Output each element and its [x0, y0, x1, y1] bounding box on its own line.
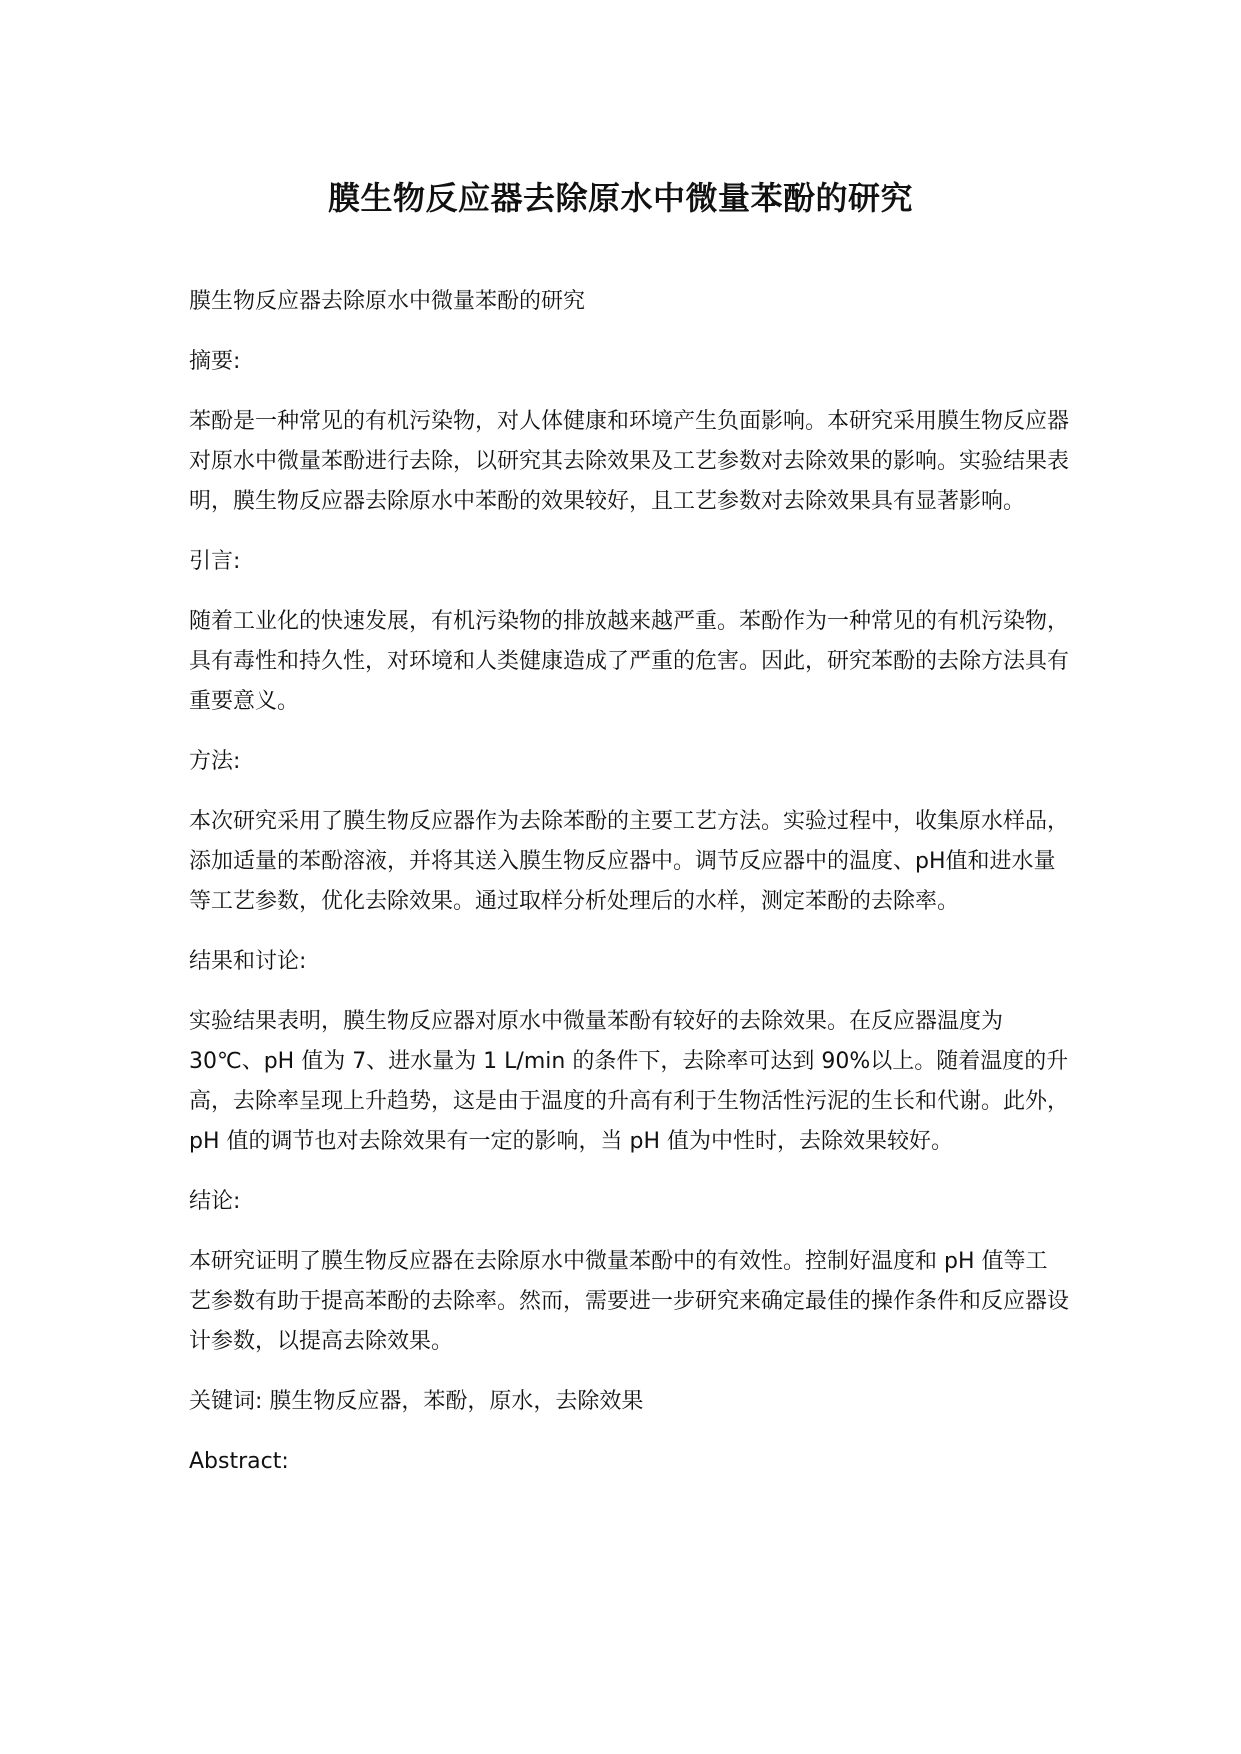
results-paragraph: 实验结果表明，膜生物反应器对原水中微量苯酚有较好的去除效果。在反应器温度为30℃、pH 值为 7、进水量为 1 L/min 的条件下，去除率可达到 90%以上。随着温度的升高，去除率呈现上升趋势，这是由于温度的升高有利于生物活性污泥的生长和代谢。此外，pH 值的调节也对去除效果有一定的影响，当 pH 值为中性时，去除效果较好。 [189, 1009, 1070, 1154]
abstract-paragraph: 苯酚是一种常见的有机污染物，对人体健康和环境产生负面影响。本研究采用膜生物反应器对原水中微量苯酚进行去除，以研究其去除效果及工艺参数对去除效果的影响。实验结果表明，膜生物反应器去除原水中苯酚的效果较好，且工艺参数对去除效果具有显著影响。 [189, 409, 1070, 514]
results-heading: 结果和讨论: [189, 949, 307, 974]
introduction-heading: 引言: [189, 549, 241, 574]
document-subtitle: 膜生物反应器去除原水中微量苯酚的研究 [189, 289, 586, 314]
introduction-paragraph: 随着工业化的快速发展，有机污染物的排放越来越严重。苯酚作为一种常见的有机污染物，具有毒性和持久性，对环境和人类健康造成了严重的危害。因此，研究苯酚的去除方法具有重要意义。 [189, 609, 1070, 714]
keywords-line: 关键词: 膜生物反应器，苯酚，原水，去除效果 [189, 1389, 644, 1414]
document-title: 膜生物反应器去除原水中微量苯酚的研究 [327, 179, 913, 217]
conclusion-paragraph: 本研究证明了膜生物反应器在去除原水中微量苯酚中的有效性。控制好温度和 pH 值等工艺参数有助于提高苯酚的去除率。然而，需要进一步研究来确定最佳的操作条件和反应器设计参数，以提高去除效果。 [189, 1249, 1070, 1354]
conclusion-heading: 结论: [189, 1189, 241, 1214]
method-heading: 方法: [189, 749, 241, 774]
method-paragraph: 本次研究采用了膜生物反应器作为去除苯酚的主要工艺方法。实验过程中，收集原水样品，添加适量的苯酚溶液，并将其送入膜生物反应器中。调节反应器中的温度、pH值和进水量等工艺参数，优化去除效果。通过取样分析处理后的水样，测定苯酚的去除率。 [189, 809, 1070, 914]
abstract-en-heading: Abstract: [189, 1449, 289, 1474]
document-body [189, 282, 1069, 1502]
abstract-heading: 摘要: [189, 349, 241, 374]
